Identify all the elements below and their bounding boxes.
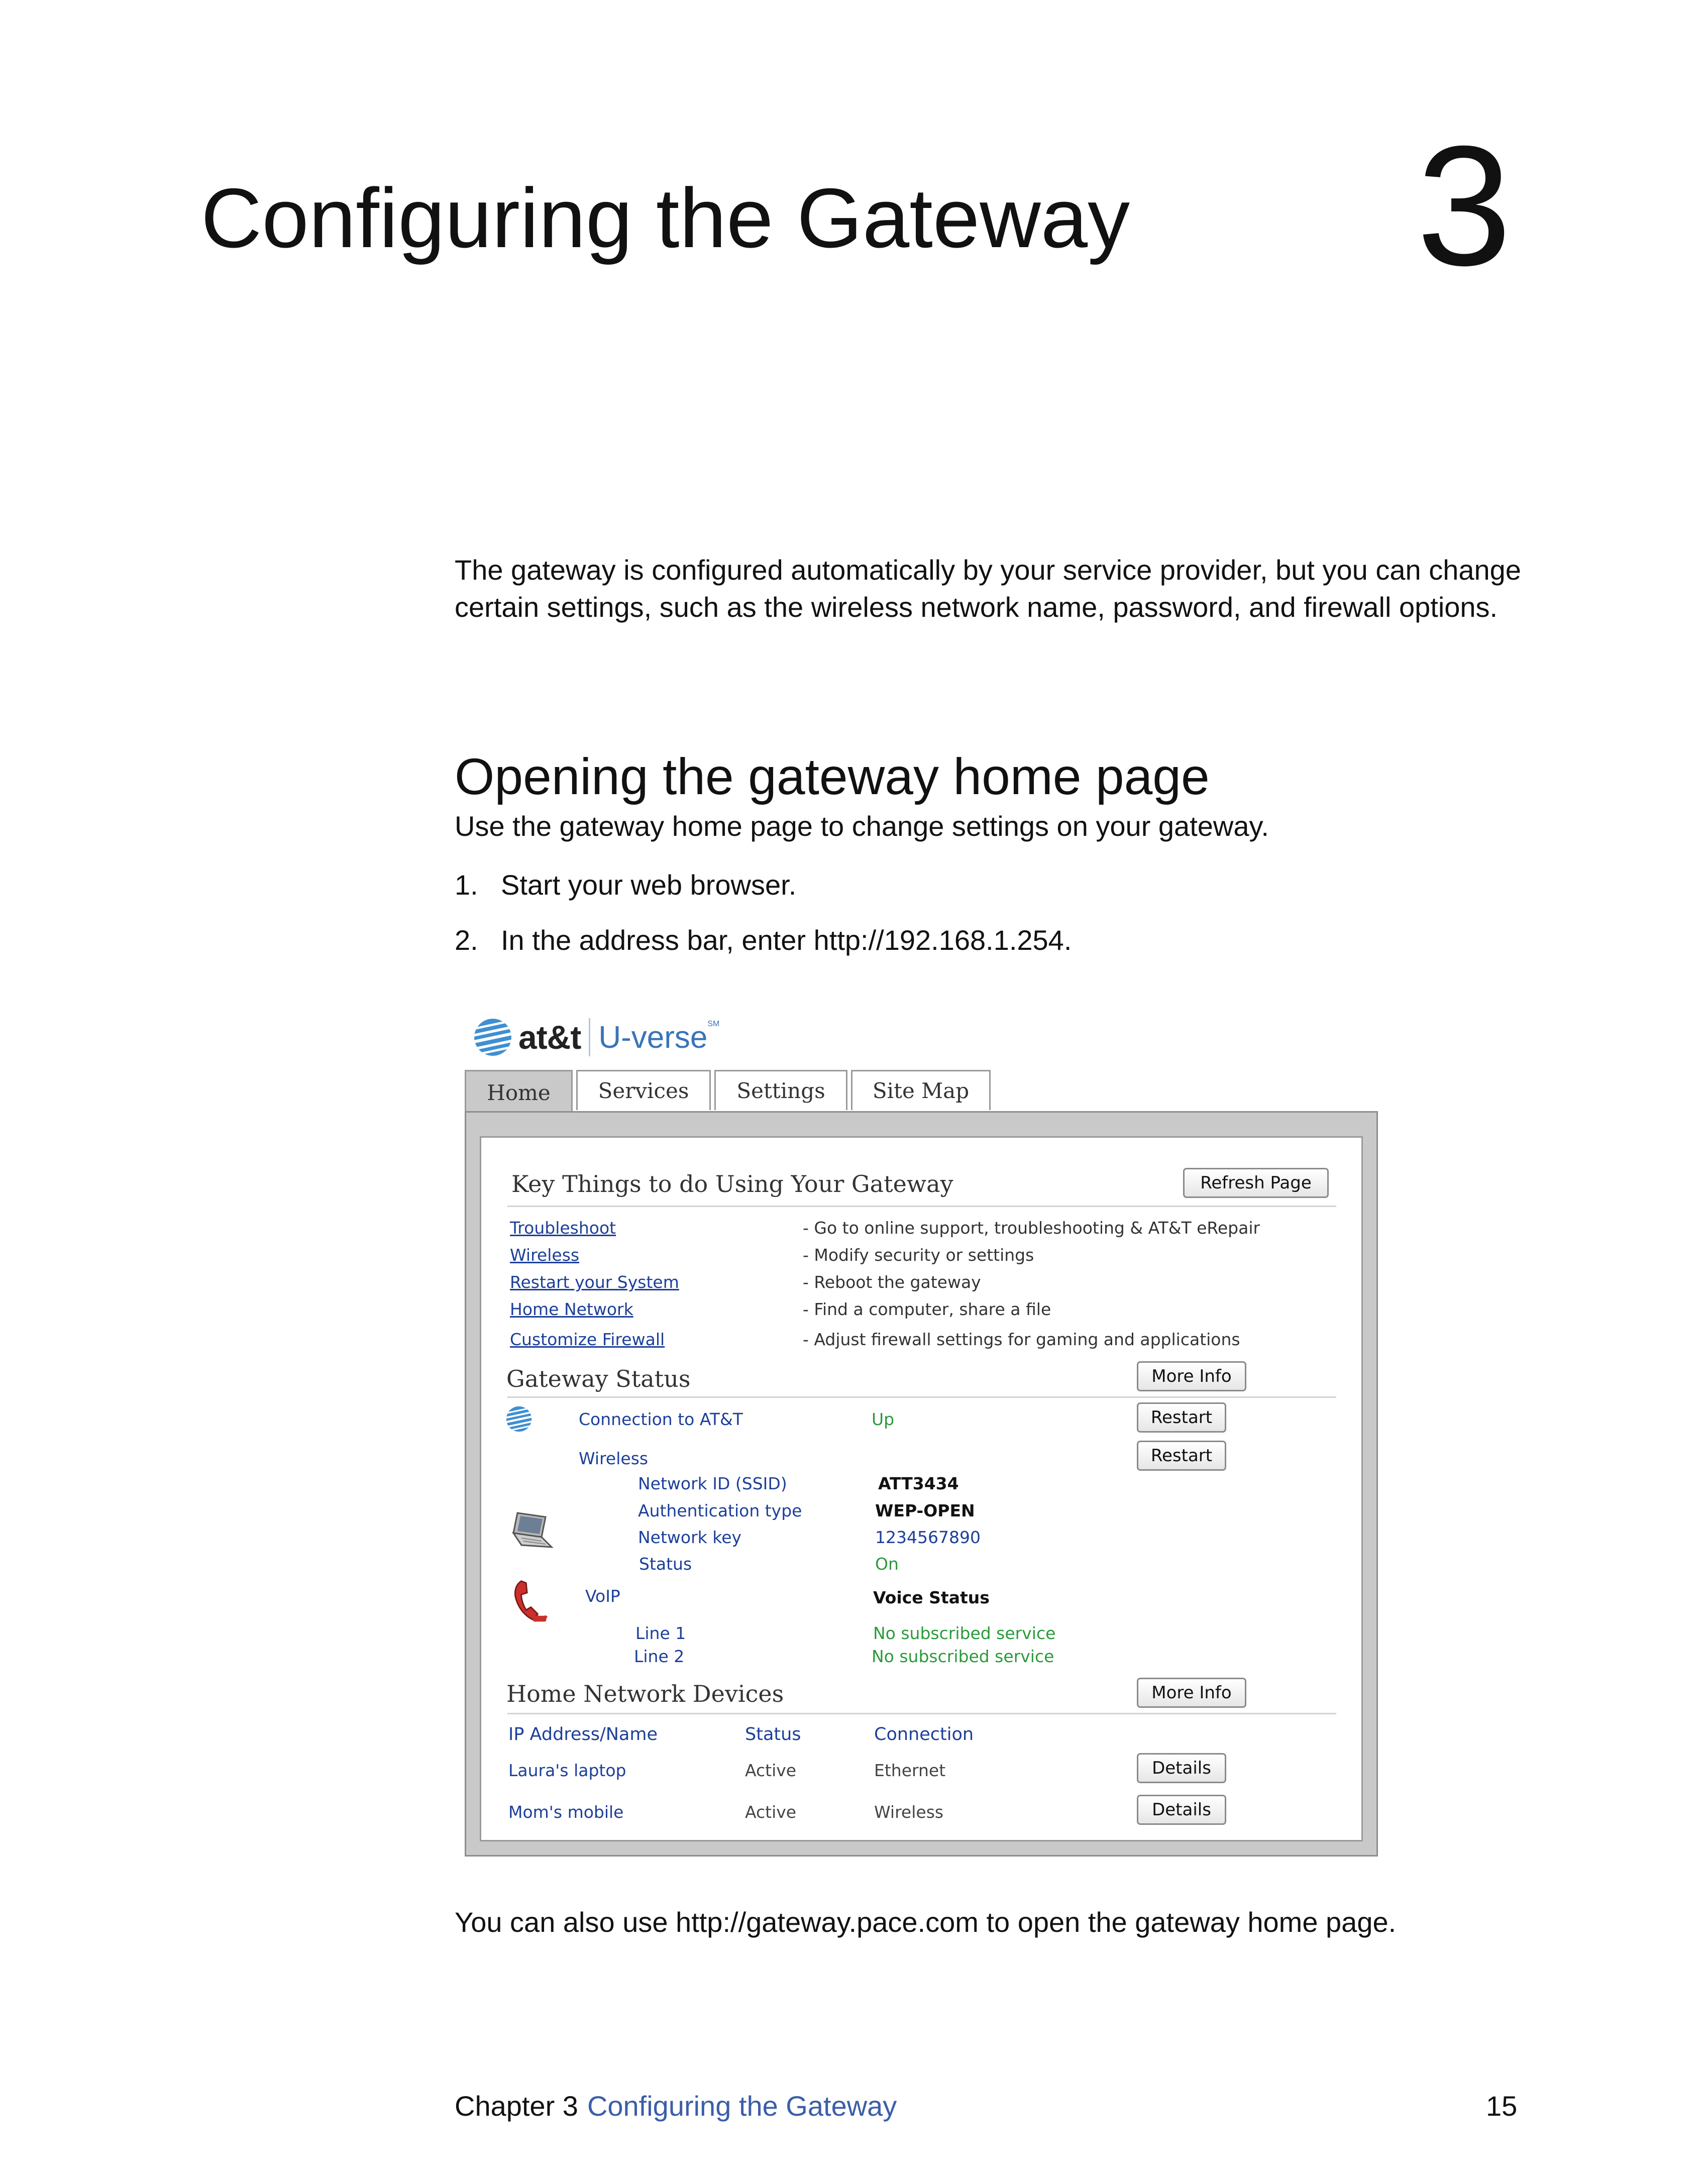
step-text: Start your web browser. bbox=[501, 869, 797, 901]
device-status: Active bbox=[745, 1761, 797, 1780]
laptop-icon bbox=[507, 1507, 558, 1557]
device-name: Laura's laptop bbox=[508, 1761, 626, 1780]
connection-label: Connection to AT&T bbox=[579, 1409, 743, 1429]
tab-settings[interactable]: Settings bbox=[714, 1070, 847, 1110]
column-header-status: Status bbox=[745, 1724, 801, 1745]
page-footer bbox=[455, 2090, 897, 2122]
closing-paragraph: You can also use http://gateway.pace.com to open the gateway home page. bbox=[455, 1906, 1397, 1938]
column-header-ip-name: IP Address/Name bbox=[508, 1724, 658, 1745]
restart-system-link[interactable]: Restart your System bbox=[510, 1272, 679, 1292]
wireless-label: Wireless bbox=[579, 1449, 649, 1468]
brand-divider bbox=[589, 1018, 590, 1056]
device-name: Mom's mobile bbox=[508, 1802, 624, 1822]
footer-chapter-title: Configuring the Gateway bbox=[587, 2090, 897, 2122]
key-things-title: Key Things to do Using Your Gateway bbox=[511, 1170, 953, 1197]
devices-more-info-button[interactable]: More Info bbox=[1137, 1678, 1246, 1708]
chapter-number: 3 bbox=[1417, 111, 1512, 301]
device-details-button[interactable]: Details bbox=[1137, 1795, 1226, 1825]
uverse-wordmark: U-verse℠ bbox=[598, 1019, 720, 1055]
tab-site-map[interactable]: Site Map bbox=[851, 1070, 991, 1110]
troubleshoot-desc: - Go to online support, troubleshooting & AT&T eRepair bbox=[803, 1218, 1260, 1238]
divider bbox=[507, 1206, 1336, 1207]
ssid-value: ATT3434 bbox=[878, 1474, 959, 1493]
divider bbox=[507, 1396, 1336, 1398]
customize-firewall-link[interactable]: Customize Firewall bbox=[510, 1330, 665, 1349]
att-uverse-logo bbox=[472, 1012, 719, 1062]
device-status: Active bbox=[745, 1802, 797, 1822]
auth-type-label: Authentication type bbox=[638, 1501, 802, 1520]
att-globe-icon bbox=[472, 1017, 513, 1058]
section-title: Opening the gateway home page bbox=[455, 748, 1210, 805]
page-number: 15 bbox=[1486, 2090, 1518, 2122]
step-2 bbox=[455, 922, 1072, 959]
chapter-title: Configuring the Gateway bbox=[201, 171, 1130, 265]
line-1-value: No subscribed service bbox=[873, 1623, 1056, 1643]
line-2-label: Line 2 bbox=[634, 1647, 685, 1666]
footer-chapter: Chapter 3 bbox=[455, 2090, 578, 2122]
customize-firewall-desc: - Adjust firewall settings for gaming and applications bbox=[803, 1330, 1240, 1349]
tab-services[interactable]: Services bbox=[576, 1070, 711, 1110]
device-details-button[interactable]: Details bbox=[1137, 1753, 1226, 1783]
gateway-status-more-info-button[interactable]: More Info bbox=[1137, 1361, 1246, 1391]
auth-type-value: WEP-OPEN bbox=[875, 1501, 975, 1520]
divider bbox=[507, 1713, 1336, 1714]
line-1-label: Line 1 bbox=[635, 1623, 686, 1643]
intro-paragraph: The gateway is configured automatically by your service provider, but you can change certain settings, such as the wireless network name, password, and firewall options. bbox=[455, 554, 1521, 623]
wireless-status-label: Status bbox=[639, 1554, 692, 1574]
device-connection: Wireless bbox=[874, 1802, 944, 1822]
step-number: 1. bbox=[455, 869, 478, 901]
voice-status-label: Voice Status bbox=[873, 1588, 990, 1607]
troubleshoot-link[interactable]: Troubleshoot bbox=[510, 1218, 616, 1238]
att-globe-icon bbox=[505, 1405, 533, 1433]
home-network-devices-title: Home Network Devices bbox=[506, 1680, 784, 1707]
att-wordmark: at&t bbox=[518, 1019, 581, 1056]
wireless-desc: - Modify security or settings bbox=[803, 1245, 1034, 1265]
device-connection: Ethernet bbox=[874, 1761, 946, 1780]
wireless-status-value: On bbox=[875, 1554, 899, 1574]
refresh-page-button[interactable]: Refresh Page bbox=[1183, 1168, 1329, 1198]
network-key-label: Network key bbox=[638, 1528, 742, 1547]
phone-icon bbox=[507, 1577, 551, 1625]
step-1 bbox=[455, 866, 796, 904]
voip-label: VoIP bbox=[585, 1586, 620, 1606]
restart-system-desc: - Reboot the gateway bbox=[803, 1272, 981, 1292]
step-number: 2. bbox=[455, 924, 478, 956]
wireless-link[interactable]: Wireless bbox=[510, 1245, 580, 1265]
ssid-label: Network ID (SSID) bbox=[638, 1474, 787, 1493]
network-key-value: 1234567890 bbox=[875, 1528, 981, 1547]
home-network-link[interactable]: Home Network bbox=[510, 1299, 633, 1319]
restart-connection-button[interactable]: Restart bbox=[1137, 1402, 1226, 1433]
tab-home[interactable]: Home bbox=[465, 1070, 573, 1114]
line-2-value: No subscribed service bbox=[872, 1647, 1054, 1666]
step-text: In the address bar, enter http://192.168.1.254. bbox=[501, 924, 1072, 956]
restart-wireless-button[interactable]: Restart bbox=[1137, 1441, 1226, 1471]
column-header-connection: Connection bbox=[874, 1724, 974, 1745]
home-network-desc: - Find a computer, share a file bbox=[803, 1299, 1051, 1319]
gateway-status-title: Gateway Status bbox=[506, 1365, 691, 1392]
section-lead: Use the gateway home page to change settings on your gateway. bbox=[455, 810, 1269, 842]
connection-value: Up bbox=[872, 1409, 895, 1429]
